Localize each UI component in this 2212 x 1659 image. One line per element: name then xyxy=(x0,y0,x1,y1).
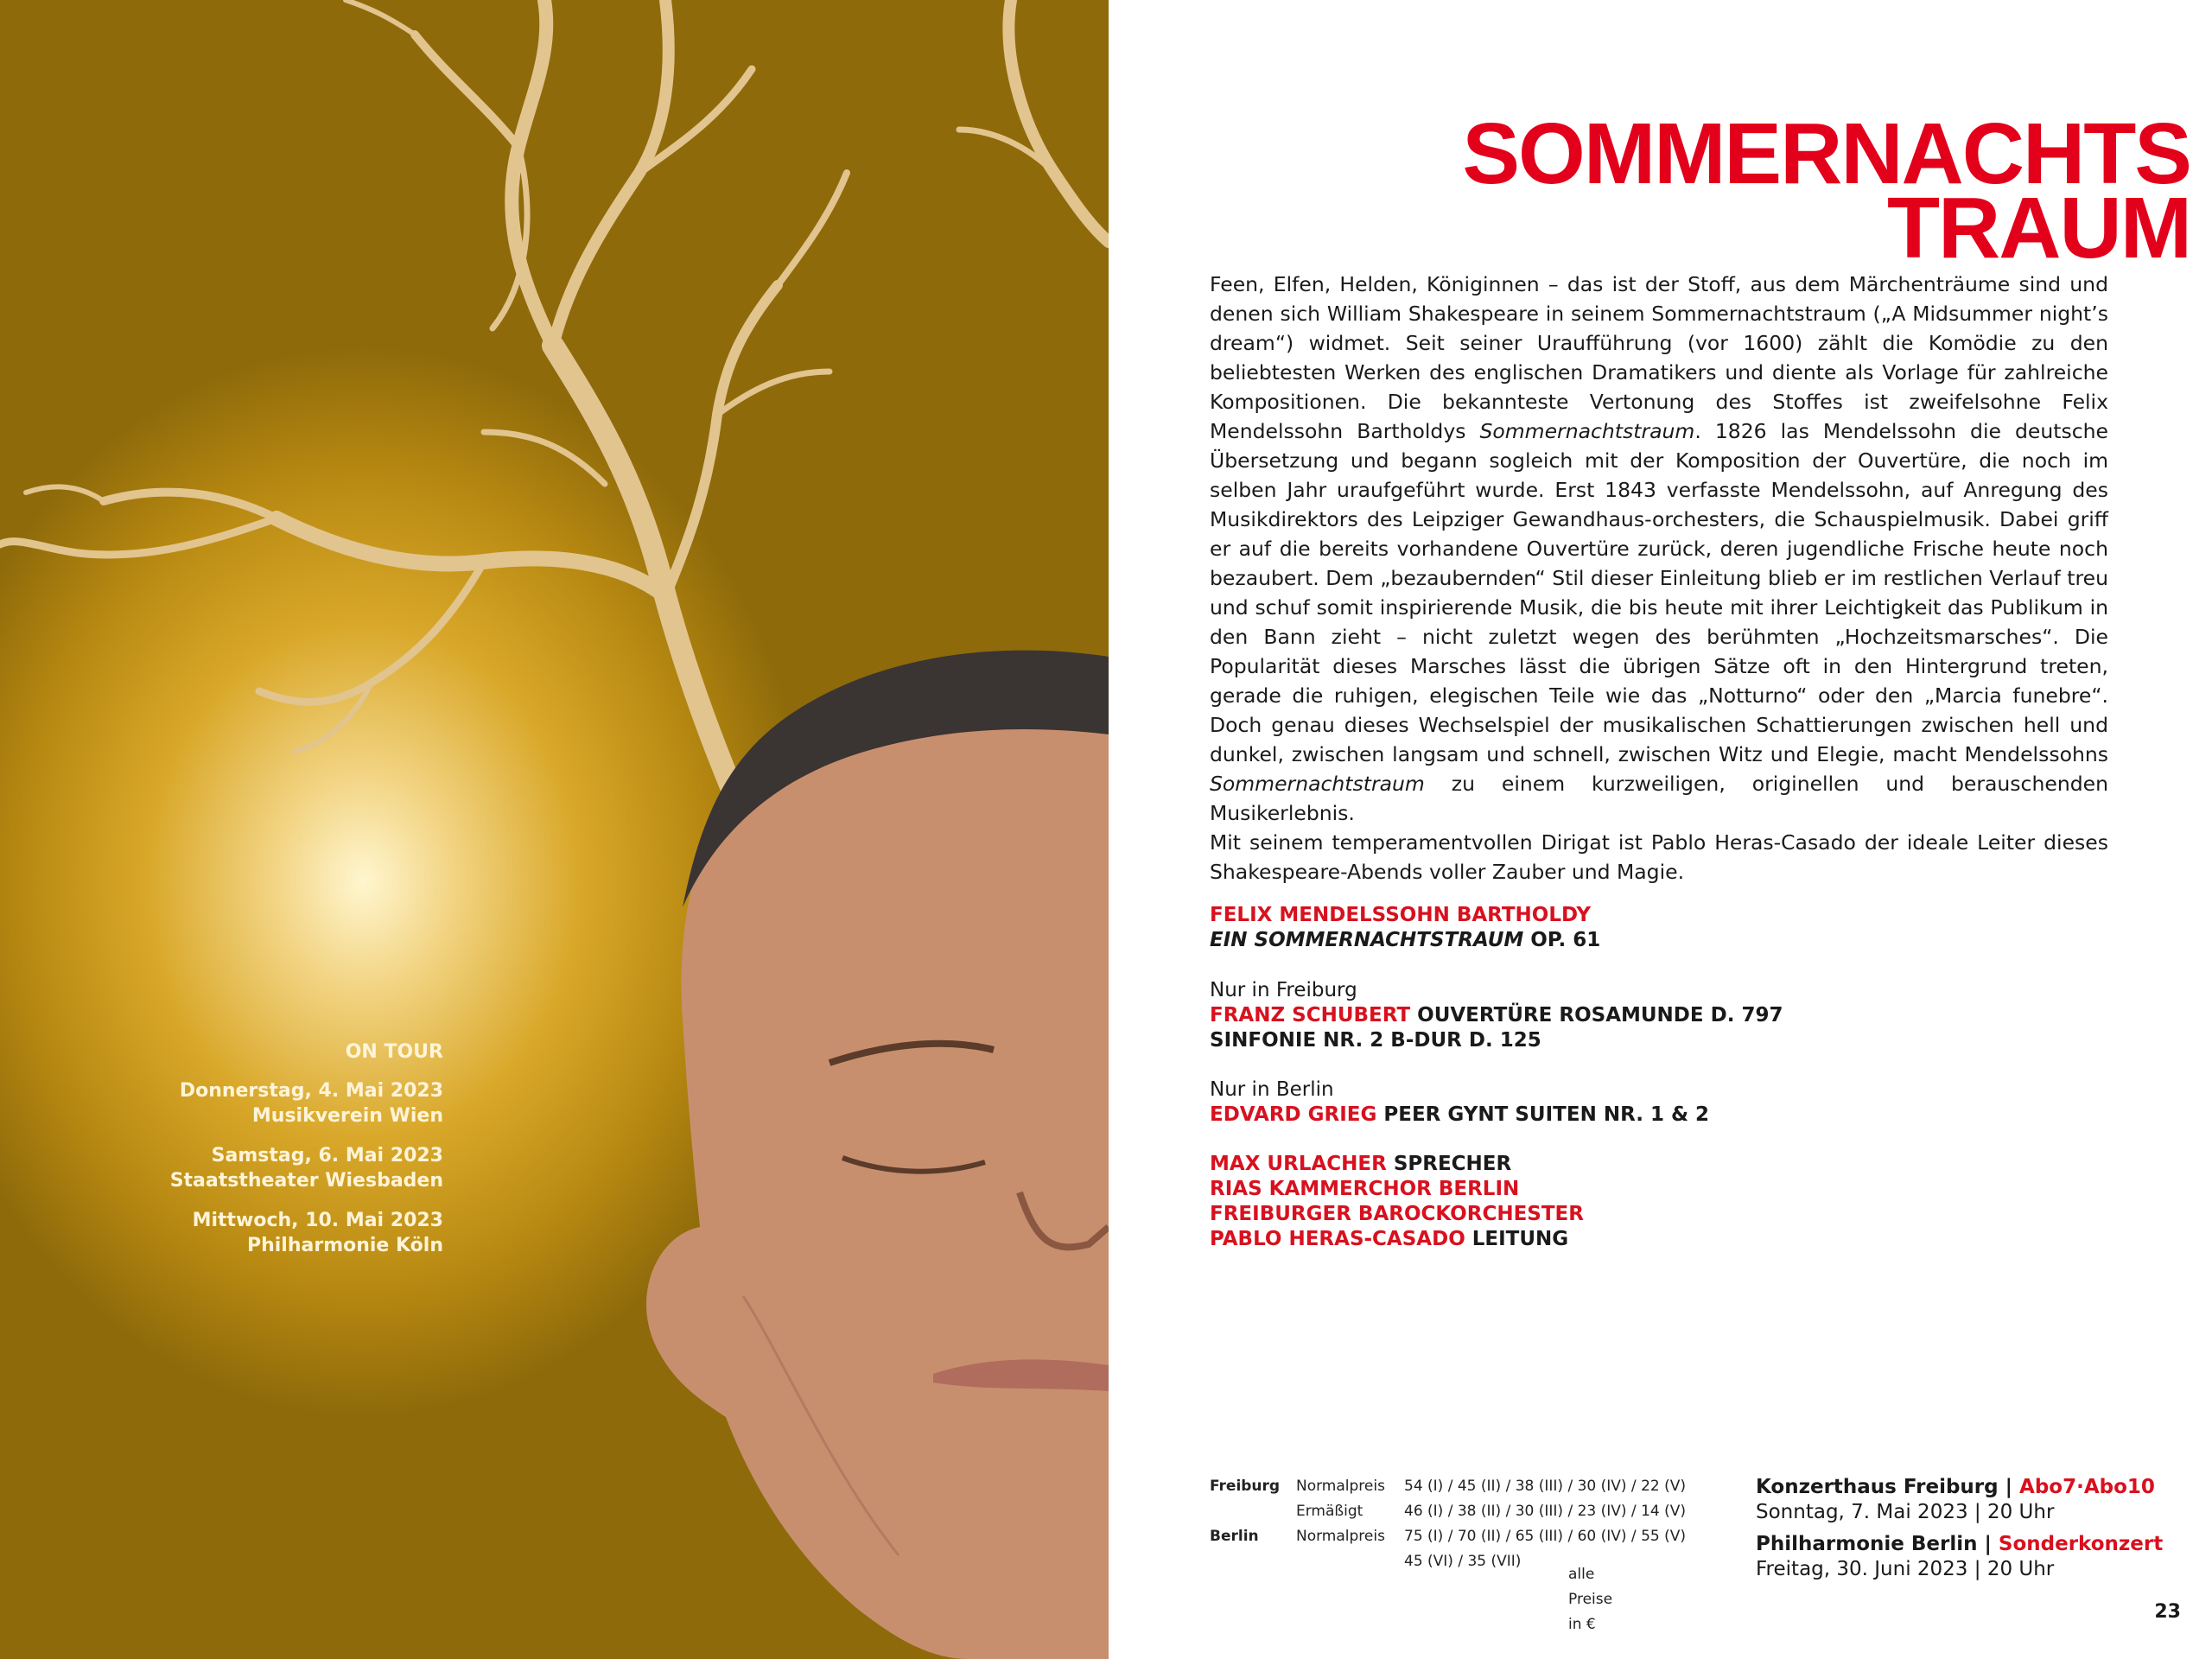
price-city: Berlin xyxy=(1210,1528,1259,1545)
performer-name: RIAS KAMMERCHOR BERLIN xyxy=(1210,1178,1520,1200)
performer xyxy=(1210,1152,1584,1177)
text-run: . 1826 las Mendelssohn die deutsche Übersetzung und begann sogleich mit der Komposition der Ouvertüre, die noch im selben Jahr uraufgeführt wurde. Erst 1843 verfasste Mendelssohn, auf Anregung des Musikdirektors des Leipziger Gewandhaus-orchesters, die Schauspielmusik. Dabei griff er auf die bereits vorhandene Ouvertüre zurück, deren jugendliche Frische heute noch bezaubert. Dem „bezaubernden“ Stil dieser Einleitung blieb er im restlichen Verlauf treu und schuf somit inspirierende Musik, die bis heute mit ihrer Leichtigkeit das Publikum in den Bann zieht – nicht zuletzt wegen des berühmten „Hochzeitsmarsches“. Die Popularität dieses Marsches lässt die übrigen Sätze oft in den Hintergrund treten, gerade die ruhigen, elegischen Teile wie das „Notturno“ oder den „Marcia funebre“. Doch genau dieses Wechselspiel der musikalischen Schattierungen zwischen hell und dunkel, zwischen langsam und schnell, zwischen Witz und Elegie, macht Mendelssohns xyxy=(1210,419,2108,766)
tour-venue: Staatstheater Wiesbaden xyxy=(169,1170,443,1192)
tour-date-3 xyxy=(80,1208,443,1258)
performer-role: LEITUNG xyxy=(1465,1228,1569,1250)
price-values: 54 (I) / 45 (II) / 38 (III) / 30 (IV) / 22 (V) xyxy=(1404,1478,1686,1495)
concert-venues xyxy=(1756,1475,2163,1582)
intro-paragraph-1 xyxy=(1210,270,2108,828)
tour-date: Donnerstag, 4. Mai 2023 xyxy=(179,1080,443,1102)
performers-list xyxy=(1210,1152,1584,1252)
program-freiburg xyxy=(1210,978,1783,1053)
separator: | xyxy=(1998,1476,2020,1498)
price-type: Normalpreis xyxy=(1296,1528,1385,1545)
tour-date: Samstag, 6. Mai 2023 xyxy=(211,1145,443,1166)
price-type: Ermäßigt xyxy=(1296,1503,1363,1520)
program-note: Nur in Berlin xyxy=(1210,1078,1334,1101)
separator: | xyxy=(1977,1533,1999,1555)
title-line-1: SOMMERNACHTS xyxy=(1462,105,2190,202)
composer-name: FRANZ SCHUBERT xyxy=(1210,1004,1411,1027)
venue-line xyxy=(1756,1532,2163,1557)
tour-date-2 xyxy=(80,1143,443,1193)
program-note: Nur in Freiburg xyxy=(1210,979,1357,1001)
tour-date-1 xyxy=(80,1078,443,1128)
composer-name: EDVARD GRIEG xyxy=(1210,1103,1377,1126)
intro-text xyxy=(1210,270,2108,887)
tour-heading: ON TOUR xyxy=(345,1041,443,1063)
price-values: 75 (I) / 70 (II) / 65 (III) / 60 (IV) / 55 (V) xyxy=(1404,1528,1686,1545)
program-mendelssohn xyxy=(1210,903,1600,953)
intro-paragraph-2: Mit seinem temperamentvollen Dirigat ist Pablo Heras-Casado der ideale Leiter dieses Shakespeare-Abends voller Zauber und Magie. xyxy=(1210,830,2108,884)
page-number: 23 xyxy=(2154,1601,2181,1623)
text-run: Feen, Elfen, Helden, Königinnen – das ist der Stoff, aus dem Märchenträume sind und denen sich William Shakespeare in seinem Sommernachtstraum („A Midsummer night’s dream“) widmet. Seit seiner Uraufführung (vor 1600) zählt die Komödie zu den beliebtesten Werken des englischen Dramatikers und diente als Vorlage für zahlreiche Kompositionen. Die bekannteste Vertonung des Stoffes ist zweifelsohne Felix Mendelssohn Bartholdys xyxy=(1210,272,2108,443)
work-title: OUVERTÜRE ROSAMUNDE D. 797 xyxy=(1410,1004,1783,1027)
performer-role: SPRECHER xyxy=(1386,1153,1512,1175)
price-values: 46 (I) / 38 (II) / 30 (III) / 23 (IV) / 14 (V) xyxy=(1404,1503,1686,1520)
text-run-italic: Sommernachtstraum xyxy=(1210,772,1425,796)
performer-name: MAX URLACHER xyxy=(1210,1153,1387,1175)
work-opus: OP. 61 xyxy=(1523,929,1601,951)
work-title: SINFONIE NR. 2 B-DUR D. 125 xyxy=(1210,1029,1541,1052)
venue-datetime: Freitag, 30. Juni 2023 | 20 Uhr xyxy=(1756,1558,2055,1580)
tour-venue: Musikverein Wien xyxy=(251,1105,443,1127)
text-run-italic: Sommernachtstraum xyxy=(1479,419,1695,443)
performer xyxy=(1210,1202,1584,1227)
tour-date: Mittwoch, 10. Mai 2023 xyxy=(192,1210,443,1231)
venue-name: Konzerthaus Freiburg xyxy=(1756,1476,1999,1498)
performer xyxy=(1210,1177,1584,1202)
venue-line xyxy=(1756,1475,2163,1500)
page-title xyxy=(1462,105,2190,276)
performer-name: PABLO HERAS-CASADO xyxy=(1210,1228,1465,1250)
man-face xyxy=(646,651,1109,1659)
price-city: Freiburg xyxy=(1210,1478,1281,1495)
subscription-tag: Abo7·Abo10 xyxy=(2019,1476,2155,1498)
price-values: 45 (VI) / 35 (VII) xyxy=(1404,1553,1522,1570)
venue-name: Philharmonie Berlin xyxy=(1756,1533,1978,1555)
subscription-tag: Sonderkonzert xyxy=(1998,1533,2164,1555)
program-line xyxy=(1210,1103,1709,1128)
price-type: Normalpreis xyxy=(1296,1478,1385,1495)
price-currency-note: alle Preise in € xyxy=(1568,1566,1613,1633)
program-berlin xyxy=(1210,1077,1709,1128)
text-run: zu einem kurzweiligen, originellen und berauschenden Musikerlebnis. xyxy=(1210,772,2108,825)
work-title-italic: EIN SOMMERNACHTSTRAUM xyxy=(1210,929,1524,951)
program-line xyxy=(1210,1003,1783,1028)
performer xyxy=(1210,1227,1584,1252)
venue-datetime: Sonntag, 7. Mai 2023 | 20 Uhr xyxy=(1756,1501,2055,1523)
work-title: PEER GYNT SUITEN NR. 1 & 2 xyxy=(1376,1103,1710,1126)
title-line-2: TRAUM xyxy=(1886,180,2190,276)
composer-name: FELIX MENDELSSOHN BARTHOLDY xyxy=(1210,904,1592,926)
tour-venue: Philharmonie Köln xyxy=(246,1235,443,1256)
work-title xyxy=(1210,928,1600,953)
performer-name: FREIBURGER BAROCKORCHESTER xyxy=(1210,1203,1584,1225)
